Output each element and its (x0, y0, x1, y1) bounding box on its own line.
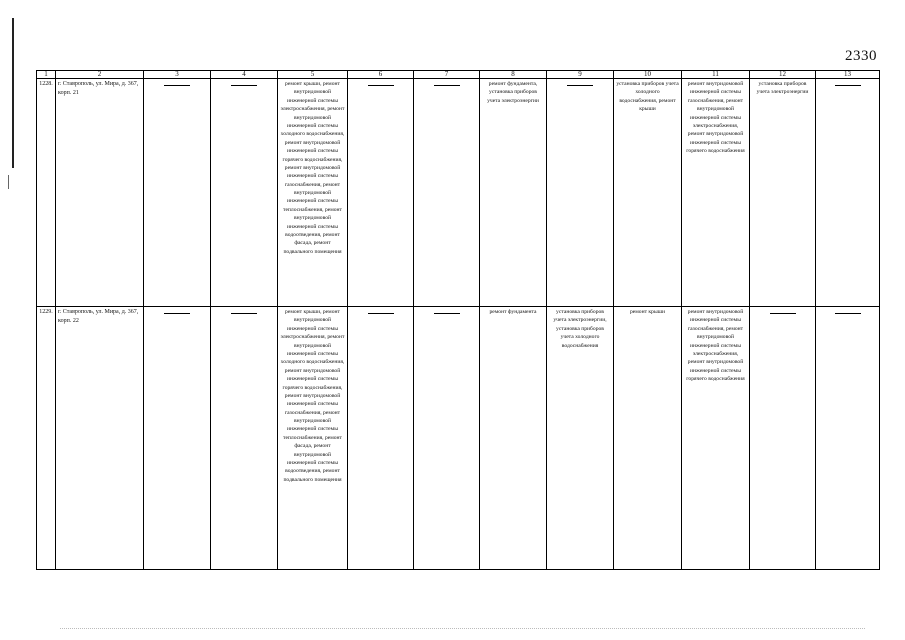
empty-dash (434, 313, 460, 314)
cell-text: установка приборов учета электроэнергии (750, 79, 816, 307)
column-header: 9 (547, 71, 614, 79)
cell-dash (144, 307, 211, 570)
page-number: 2330 (845, 48, 877, 64)
cell-dash (348, 79, 414, 307)
cell-dash (348, 307, 414, 570)
column-header: 5 (278, 71, 348, 79)
cell-text: ремонт крыши, ремонт внутридомовой инженерной системы электроснабжения, ремонт внутридомовой инженерной системы холодного водоснабжения, ремонт внутридомовой инженерной системы горячего водоснабжения, ремонт внутридомовой инженерной системы газоснабжения, ремонт внутридомовой инженерной системы теплоснабжения, ремонт внутридомовой инженерной системы водоотведения, ремонт фасада, ремонт подвального помещения (278, 79, 348, 307)
cell-dash (211, 79, 278, 307)
cell-dash (414, 79, 480, 307)
cell-text: установка приборов учета электроэнергии, установка приборов учета холодного водоснабжения (547, 307, 614, 570)
cell-dash (816, 79, 880, 307)
empty-dash (835, 85, 861, 86)
column-header: 13 (816, 71, 880, 79)
column-header: 1 (37, 71, 56, 79)
cell-text: ремонт крыши, ремонт внутридомовой инженерной системы электроснабжения, ремонт внутридомовой инженерной системы холодного водоснабжения, ремонт внутридомовой инженерной системы горячего водоснабжения, ремонт внутридомовой инженерной системы газоснабжения, ремонт внутридомовой инженерной системы теплоснабжения, ремонт фасада, ремонт внутридомовой инженерной системы водоотведения, ремонт подвального помещения (278, 307, 348, 570)
column-header: 11 (682, 71, 750, 79)
empty-dash (231, 313, 257, 314)
row-address: г. Ставрополь, ул. Мира, д. 367, корп. 22 (56, 307, 144, 570)
margin-tick (8, 175, 9, 189)
empty-dash (368, 313, 394, 314)
empty-dash (434, 85, 460, 86)
scan-noise (60, 628, 865, 630)
cell-text: ремонт внутридомовой инженерной системы газоснабжения, ремонт внутридомовой инженерной системы электроснабжения, ремонт внутридомовой инженерной системы горячего водоснабжения (682, 307, 750, 570)
table-row (37, 79, 880, 307)
column-header: 7 (414, 71, 480, 79)
column-header: 10 (614, 71, 682, 79)
column-header: 4 (211, 71, 278, 79)
empty-dash (164, 313, 190, 314)
repair-schedule-table (36, 70, 880, 570)
margin-rule (12, 18, 14, 168)
column-header: 8 (480, 71, 547, 79)
column-header: 6 (348, 71, 414, 79)
cell-dash (414, 307, 480, 570)
cell-dash (750, 307, 816, 570)
header-row (37, 71, 880, 79)
empty-dash (770, 313, 796, 314)
empty-dash (231, 85, 257, 86)
empty-dash (164, 85, 190, 86)
cell-text: ремонт крыши (614, 307, 682, 570)
row-index: 1229. (37, 307, 56, 570)
empty-dash (368, 85, 394, 86)
cell-text: ремонт фундамента (480, 307, 547, 570)
empty-dash (567, 85, 593, 86)
cell-dash (547, 79, 614, 307)
empty-dash (835, 313, 861, 314)
row-address: г. Ставрополь, ул. Мира, д. 367, корп. 21 (56, 79, 144, 307)
column-header: 12 (750, 71, 816, 79)
cell-text: установка приборов учета холодного водоснабжения, ремонт крыши (614, 79, 682, 307)
cell-dash (144, 79, 211, 307)
cell-text: ремонт фундамента, установка приборов учета электроэнергии (480, 79, 547, 307)
column-header: 2 (56, 71, 144, 79)
table-row (37, 307, 880, 570)
row-index: 1228. (37, 79, 56, 307)
column-header: 3 (144, 71, 211, 79)
cell-dash (211, 307, 278, 570)
cell-text: ремонт внутридомовой инженерной системы газоснабжения, ремонт внутридомовой инженерной системы электроснабжения, ремонт внутридомовой инженерной системы горячего водоснабжения (682, 79, 750, 307)
cell-dash (816, 307, 880, 570)
